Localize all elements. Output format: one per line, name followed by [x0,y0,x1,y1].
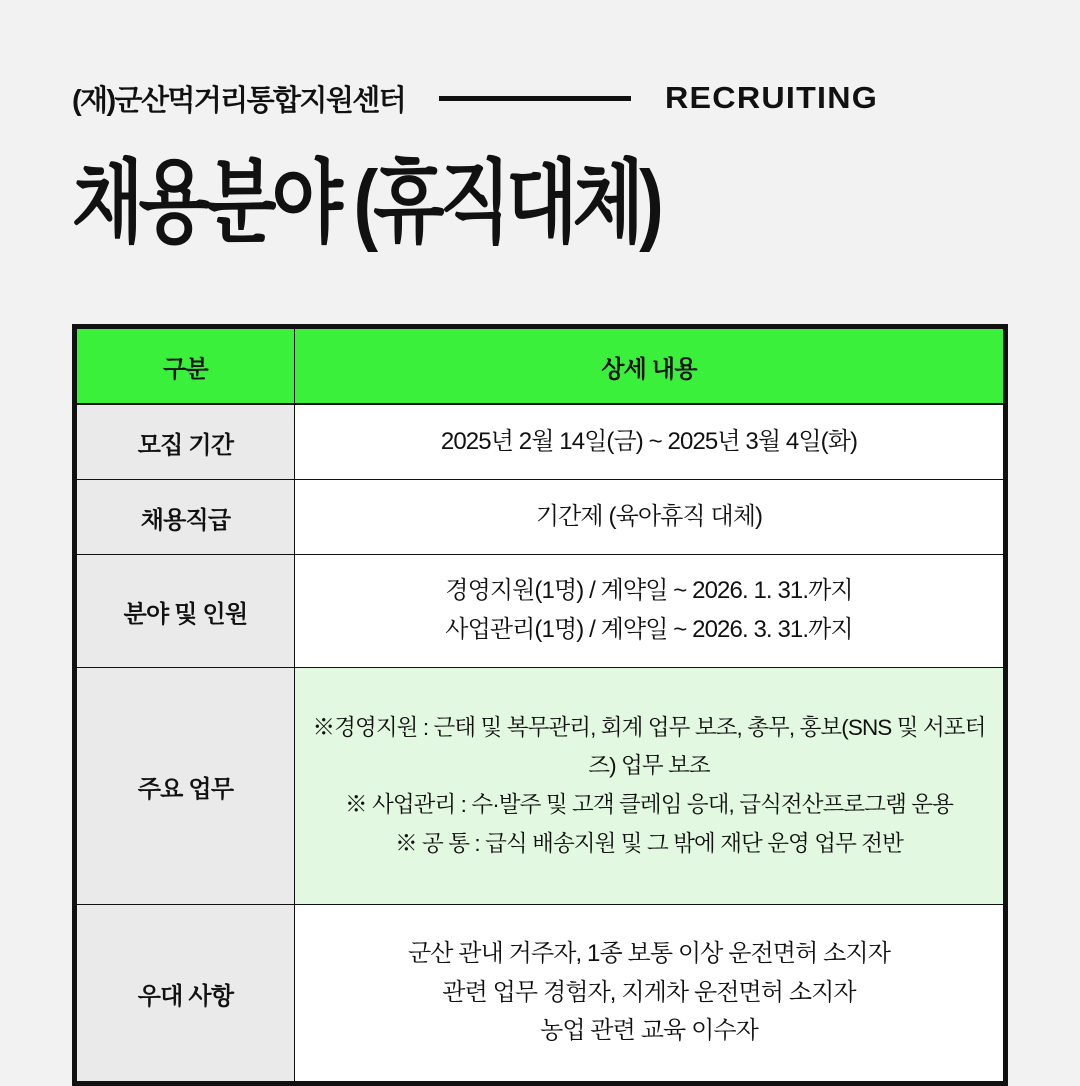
detail-line: 경영지원(1명) / 계약일 ~ 2026. 1. 31.까지 [445,577,853,605]
recruitment-table-wrapper [72,324,1008,1086]
column-header-details: 상세 내용 [295,329,1004,405]
detail-line: 관련 업무 경험자, 지게차 운전면허 소지자 [442,978,856,1006]
row-detail-employment-type [295,480,1004,555]
table-row [77,404,1004,480]
detail-line: 기간제 (육아휴직 대체) [535,502,763,530]
row-detail-field-and-headcount [295,555,1004,668]
row-detail-recruit-period [295,404,1004,480]
row-label-field-and-headcount: 분야 및 인원 [77,555,295,668]
detail-line: 농업 관련 교육 이수자 [540,1017,758,1045]
detail-line: 사업관리(1명) / 계약일 ~ 2026. 3. 31.까지 [445,616,853,643]
column-header-category: 구분 [77,329,295,405]
detail-line: ※ 사업관리 : 수·발주 및 고객 클레임 응대, 급식전산프로그램 운용 [345,792,953,817]
row-detail-preferred-qualifications [295,905,1004,1082]
row-label-recruit-period: 모집 기간 [77,404,295,480]
recruiting-label: RECRUITING [665,80,879,115]
row-label-preferred-qualifications: 우대 사항 [77,905,295,1082]
table-head [77,329,1004,405]
row-detail-main-duties [295,668,1004,905]
table-row [77,668,1004,905]
table-row [77,555,1004,668]
organization-name: (재)군산먹거리통합지원센터 [72,84,406,117]
detail-line: ※경영지원 : 근태 및 복무관리, 회계 업무 보조, 총무, 홍보(SNS 및 서포터즈) 업무 보조 [312,714,986,779]
page-title: 채용분야 (휴직대체) [72,151,659,254]
table-body [77,404,1004,1082]
row-label-main-duties: 주요 업무 [77,668,295,905]
detail-line: 군산 관내 거주자, 1종 보통 이상 운전면허 소지자 [408,939,890,967]
table-row [77,480,1004,555]
table-row [77,905,1004,1082]
poster-header [72,0,1008,150]
row-label-employment-type: 채용직급 [77,480,295,555]
detail-line: 2025년 2월 14일(금) ~ 2025년 3월 4일(화) [440,427,858,455]
header-divider-rule [439,96,631,101]
table-header-row [77,329,1004,405]
recruitment-table [76,328,1004,1082]
detail-line: ※ 공 통 : 급식 배송지원 및 그 밖에 재단 운영 업무 전반 [395,830,903,856]
